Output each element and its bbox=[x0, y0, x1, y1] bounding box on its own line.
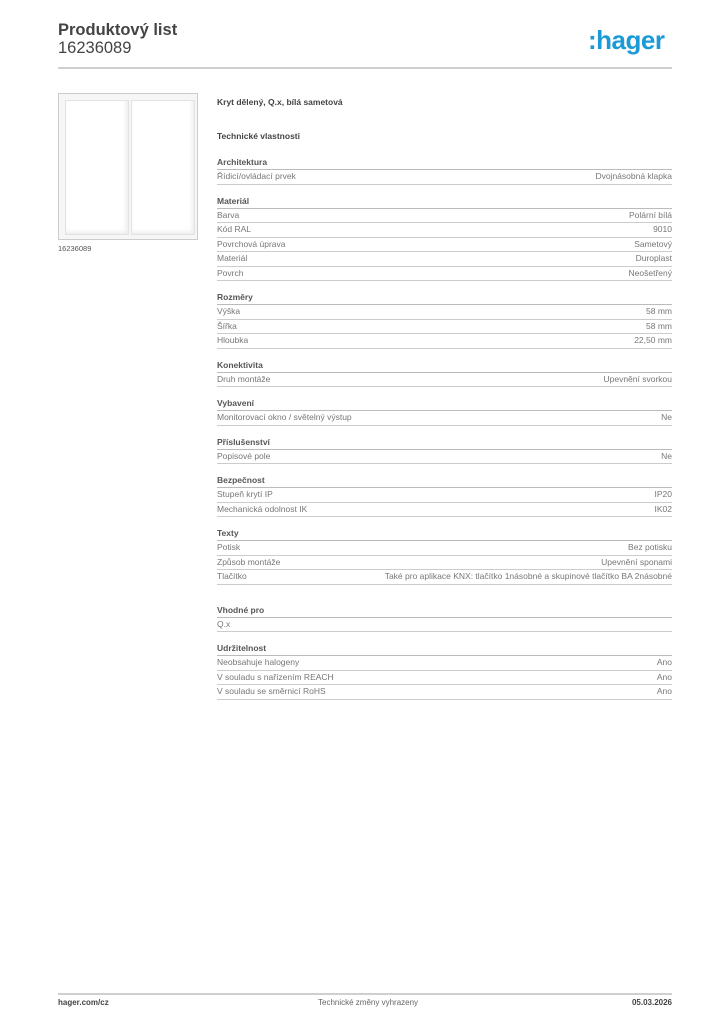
spec-value: Duroplast bbox=[635, 253, 672, 263]
spec-label: Monitorovací okno / světelný výstup bbox=[217, 412, 352, 422]
spec-label: Tlačítko bbox=[217, 571, 247, 581]
spec-section bbox=[217, 358, 672, 388]
spec-row bbox=[217, 656, 672, 671]
section-title: Texty bbox=[217, 526, 672, 541]
spec-section bbox=[217, 473, 672, 517]
spec-value: Upevnění sponami bbox=[601, 556, 672, 567]
section-title: Materiál bbox=[217, 194, 672, 209]
spec-value: Neošetřený bbox=[628, 267, 672, 278]
spec-row bbox=[217, 541, 672, 556]
spec-label: Kód RAL bbox=[217, 224, 252, 234]
spec-row bbox=[217, 411, 672, 426]
rocker-right bbox=[131, 100, 195, 235]
spec-value: 58 mm bbox=[646, 306, 672, 316]
spec-value: 9010 bbox=[653, 224, 672, 234]
section-title: Konektivita bbox=[217, 358, 672, 373]
tech-heading: Technické vlastnosti bbox=[217, 131, 300, 141]
section-title: Architektura bbox=[217, 155, 672, 170]
spec-label: Mechanická odolnost IK bbox=[217, 503, 308, 514]
spec-row bbox=[217, 334, 672, 349]
footer-divider bbox=[58, 993, 672, 995]
rocker-left bbox=[65, 100, 129, 235]
spec-value: Sametový bbox=[634, 238, 672, 249]
spec-value: Upevnění svorkou bbox=[603, 373, 672, 384]
spec-value: Také pro aplikace KNX: tlačítko 1násobné a skupinové tlačítko BA 2násobné bbox=[384, 571, 672, 581]
spec-row bbox=[217, 305, 672, 320]
spec-value: Dvojnásobná klapka bbox=[595, 171, 672, 181]
spec-value: 22,50 mm bbox=[634, 335, 672, 345]
spec-row bbox=[217, 488, 672, 503]
spec-value: Ano bbox=[656, 657, 672, 667]
page-title: Produktový list bbox=[58, 21, 178, 39]
spec-row bbox=[217, 267, 672, 282]
spec-label: Druh montáže bbox=[217, 373, 271, 384]
spec-label: Řídicí/ovládací prvek bbox=[217, 171, 296, 181]
spec-label: V souladu s nařízením REACH bbox=[217, 671, 334, 682]
spec-row bbox=[217, 373, 672, 388]
spec-value: Ano bbox=[656, 671, 672, 682]
spec-label: Povrch bbox=[217, 267, 244, 278]
section-title: Rozměry bbox=[217, 290, 672, 305]
spec-label: Výška bbox=[217, 306, 241, 316]
section-title: Bezpečnost bbox=[217, 473, 672, 488]
header-divider bbox=[58, 67, 672, 69]
spec-label: Hloubka bbox=[217, 335, 249, 345]
spec-row bbox=[217, 238, 672, 253]
product-number: 16236089 bbox=[58, 39, 132, 57]
spec-section bbox=[217, 290, 672, 349]
spec-row bbox=[217, 252, 672, 267]
spec-label: Q.x bbox=[217, 618, 231, 629]
spec-value: Ano bbox=[656, 686, 672, 696]
spec-row bbox=[217, 503, 672, 518]
spec-label: Popisové pole bbox=[217, 450, 271, 461]
spec-sections bbox=[217, 155, 672, 700]
spec-content bbox=[217, 95, 672, 709]
section-title: Vhodné pro bbox=[217, 603, 672, 618]
spec-value: Bez potisku bbox=[628, 542, 672, 552]
spec-label: Materiál bbox=[217, 253, 248, 263]
section-title: Příslušenství bbox=[217, 435, 672, 450]
spec-label: V souladu se směrnicí RoHS bbox=[217, 686, 326, 696]
spec-label: Barva bbox=[217, 209, 240, 220]
spec-row bbox=[217, 223, 672, 238]
spec-section bbox=[217, 603, 672, 633]
spec-value: IK02 bbox=[654, 503, 672, 514]
section-title: Vybavení bbox=[217, 396, 672, 411]
product-name: Kryt dělený, Q.x, bílá sametová bbox=[217, 97, 343, 107]
spec-label: Způsob montáže bbox=[217, 556, 281, 567]
footer-date: 05.03.2026 bbox=[631, 998, 672, 1007]
section-title: Udržitelnost bbox=[217, 641, 672, 656]
spec-row bbox=[217, 170, 672, 185]
spec-row bbox=[217, 671, 672, 686]
spec-row bbox=[217, 685, 672, 700]
product-image bbox=[58, 93, 198, 240]
spec-label: Povrchová úprava bbox=[217, 238, 286, 249]
spec-value: 58 mm bbox=[646, 320, 672, 331]
footer-website[interactable]: hager.com/cz bbox=[58, 998, 109, 1007]
footer-note: Technické změny vyhrazeny bbox=[318, 998, 419, 1007]
spec-row bbox=[217, 570, 672, 585]
spec-row bbox=[217, 450, 672, 465]
spec-label: Potisk bbox=[217, 542, 241, 552]
spec-section bbox=[217, 396, 672, 426]
hager-logo: :hager bbox=[588, 25, 665, 55]
spec-label: Šířka bbox=[217, 320, 237, 331]
spec-value: Polární bílá bbox=[629, 209, 672, 220]
spec-label: Neobsahuje halogeny bbox=[217, 657, 300, 667]
spec-value: Ne bbox=[661, 412, 672, 422]
spec-section bbox=[217, 435, 672, 465]
spec-section bbox=[217, 194, 672, 282]
spec-value: Ne bbox=[661, 450, 672, 461]
image-caption: 16236089 bbox=[58, 244, 92, 253]
spec-value: IP20 bbox=[654, 489, 672, 499]
spec-section bbox=[217, 641, 672, 700]
spec-section bbox=[217, 526, 672, 585]
spec-label: Stupeň krytí IP bbox=[217, 489, 273, 499]
spec-section bbox=[217, 155, 672, 185]
spec-row bbox=[217, 618, 672, 633]
spec-row bbox=[217, 209, 672, 224]
spec-row bbox=[217, 556, 672, 571]
spec-row bbox=[217, 320, 672, 335]
